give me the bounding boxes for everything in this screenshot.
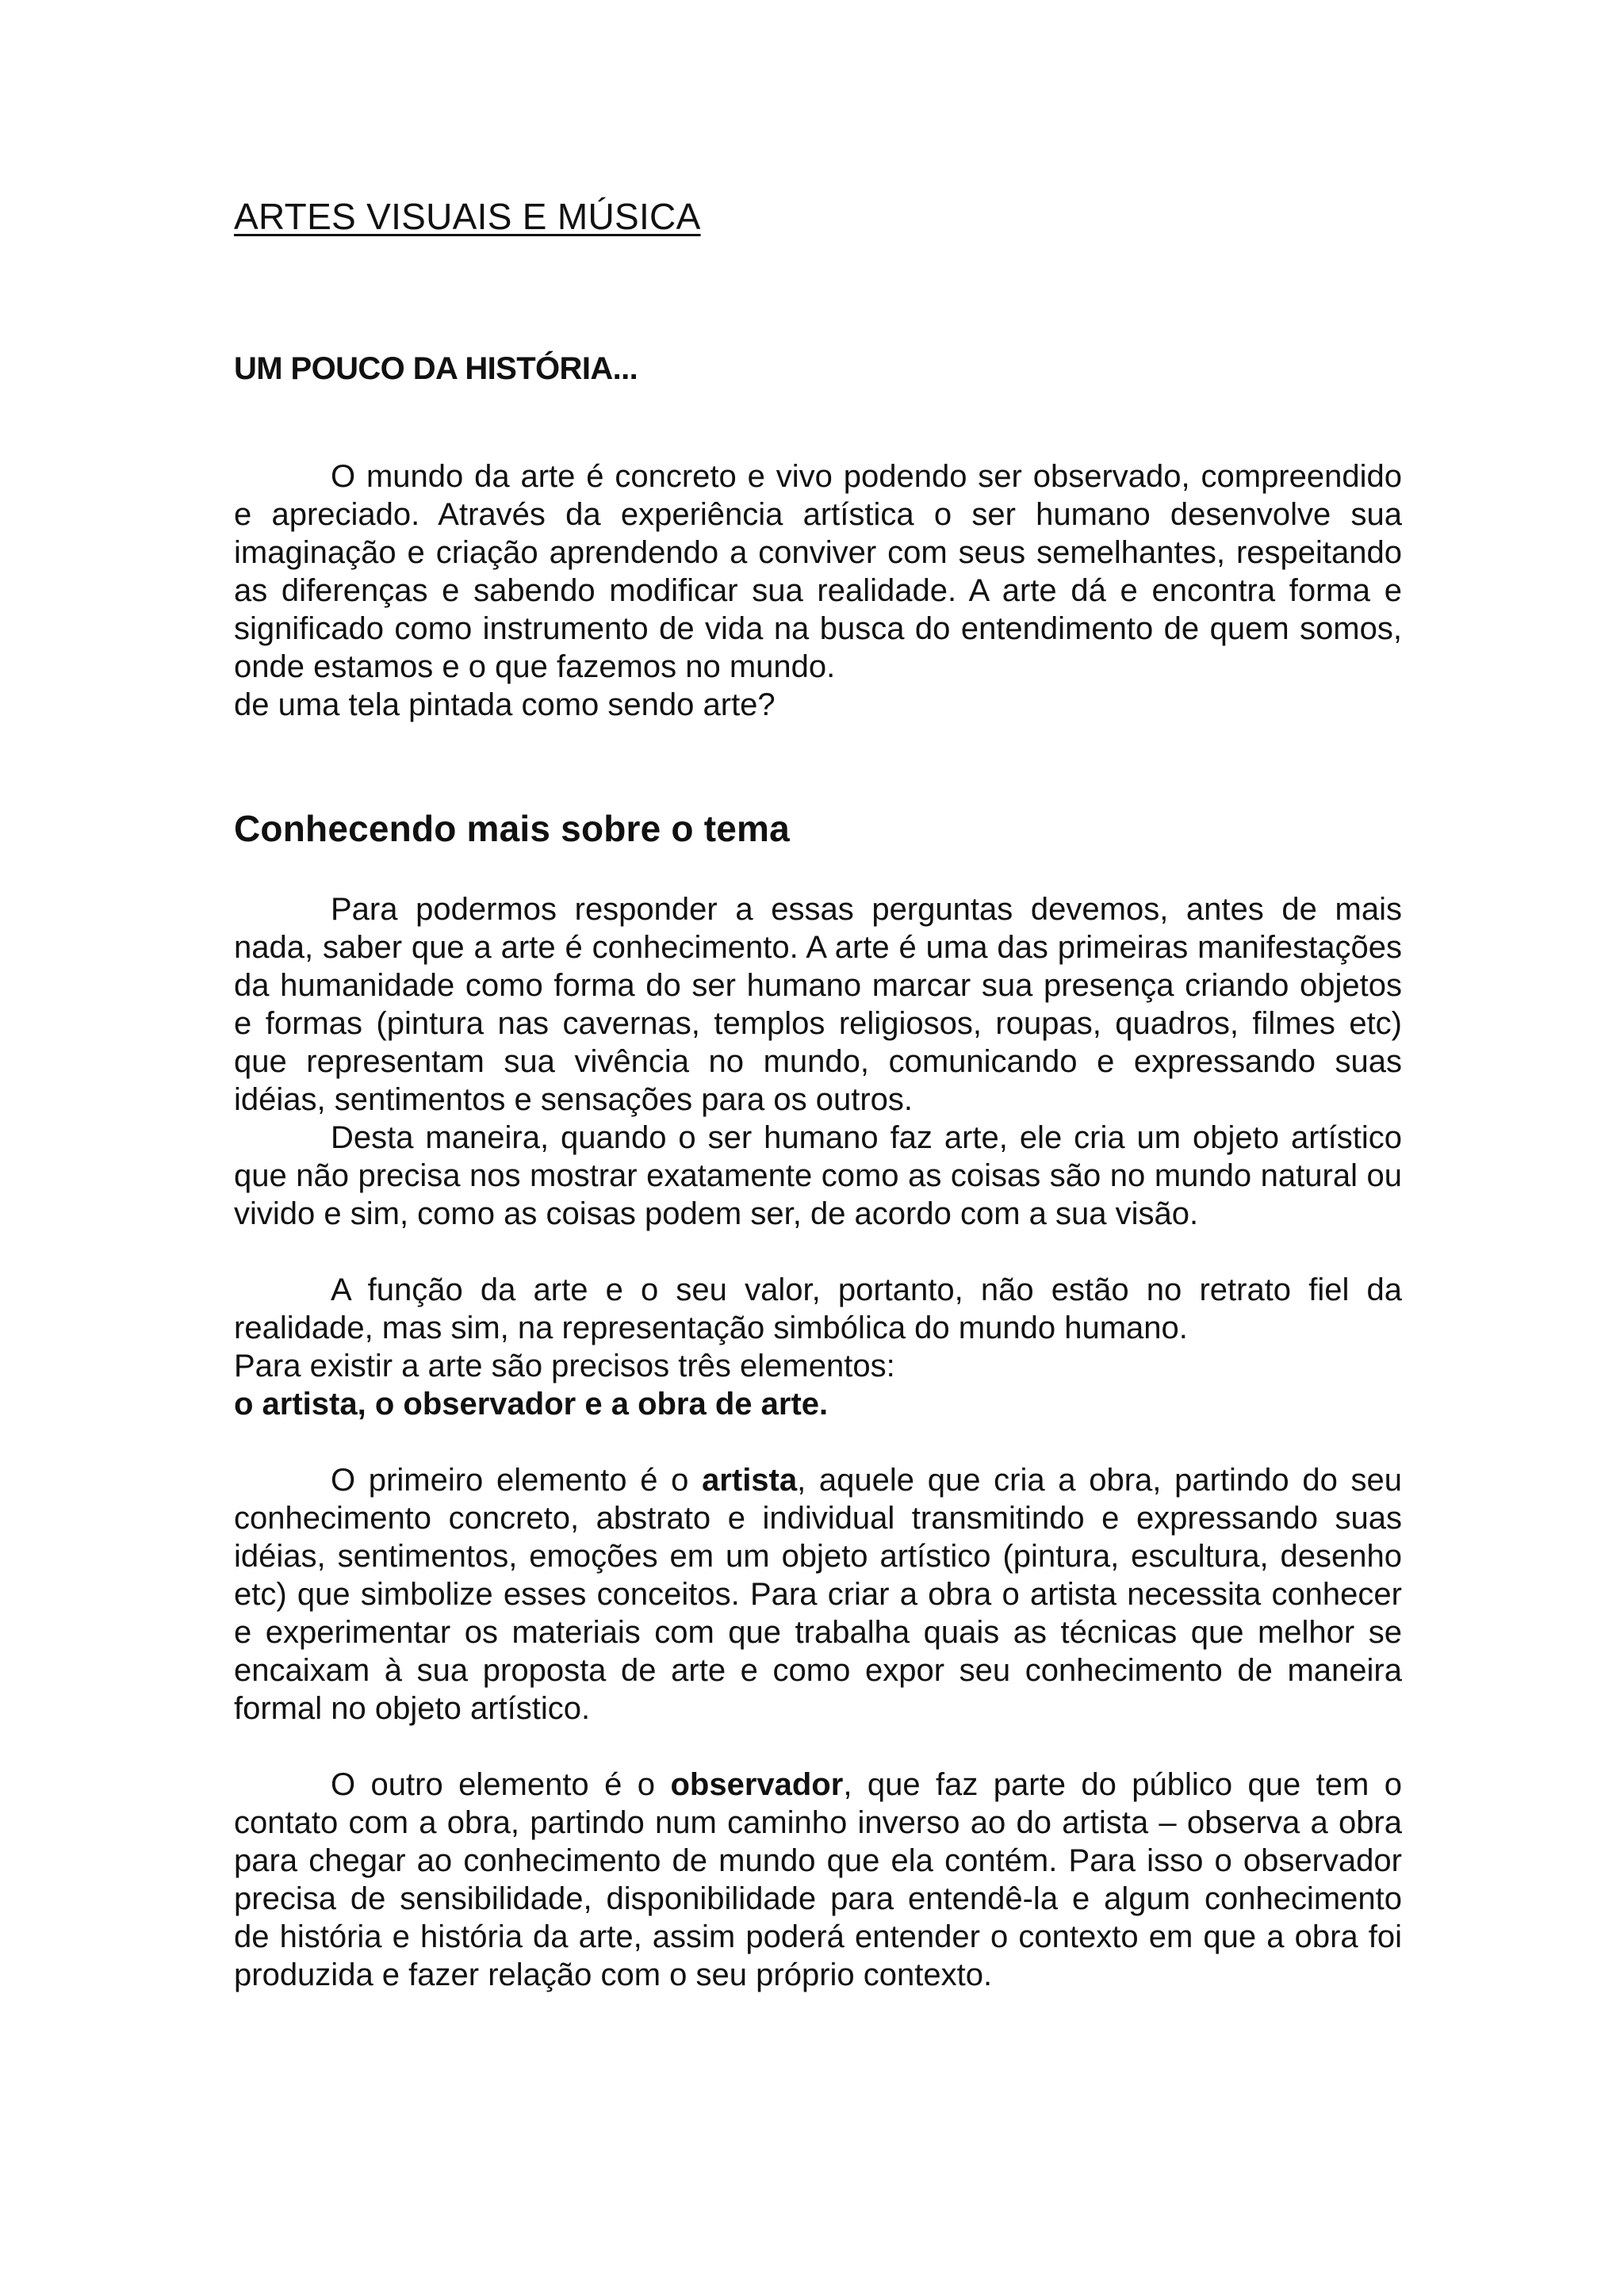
intro-trailing-line: de uma tela pintada como sendo arte? xyxy=(234,687,776,722)
section-paragraph-2: Desta maneira, quando o ser humano faz arte, ele cria um objeto artístico que não precisa nos mostrar exatamente como as coisas são no mundo natural ou vivido e sim, como as coisas podem ser, de acordo com a sua visão. xyxy=(234,1120,1402,1231)
paragraph-4-lead: O primeiro elemento é o xyxy=(331,1463,703,1498)
paragraph-5-lead: O outro elemento é o xyxy=(331,1767,671,1802)
paragraph-5-rest: , que faz parte do público que tem o contato com a obra, partindo num caminho inverso ao do artista – observa a obra para chegar ao conhecimento de mundo que ela contém. Para isso o observador precisa de sensibilidade, disponibilidade para entendê-la e algum conhecimento de história e história da arte, assim poderá entender o contexto em que a obra foi produzida e fazer relação com o seu próprio contexto. xyxy=(234,1767,1402,1992)
observador-bold: observador xyxy=(670,1767,844,1802)
section-paragraph-3-bold xyxy=(234,1385,1402,1423)
document-title: ARTES VISUAIS E MÚSICA xyxy=(234,196,701,237)
section-paragraph-4 xyxy=(234,1461,1402,1728)
document-body xyxy=(234,193,1402,1994)
section-paragraph-3-line2: Para existir a arte são precisos três elementos: xyxy=(234,1349,895,1383)
history-kicker: UM POUCO DA HISTÓRIA... xyxy=(234,351,638,386)
section-paragraph-5 xyxy=(234,1766,1402,1994)
intro-paragraph: O mundo da arte é concreto e vivo podendo ser observado, compreendido e apreciado. Através da experiência artística o ser humano desenvolve sua imaginação e criação aprendendo a conviver com seus semelhantes, respeitando as diferenças e sabendo modificar sua realidade. A arte dá e encontra forma e significado como instrumento de vida na busca do entendimento de quem somos, onde estamos e o que fazemos no mundo. xyxy=(234,459,1402,684)
section-paragraph-1: Para podermos responder a essas perguntas devemos, antes de mais nada, saber que a arte é conhecimento. A arte é uma das primeiras manifestações da humanidade como forma do ser humano marcar sua presença criando objetos e formas (pintura nas cavernas, templos religiosos, roupas, quadros, filmes etc) que representam sua vivência no mundo, comunicando e expressando suas idéias, sentimentos e sensações para os outros. xyxy=(234,892,1402,1117)
artista-bold: artista xyxy=(702,1463,798,1498)
section-heading: Conhecendo mais sobre o tema xyxy=(234,808,790,849)
three-elements-bold: o artista, o observador e a obra de arte. xyxy=(234,1387,829,1422)
paragraph-4-rest: , aquele que cria a obra, partindo do seu conhecimento concreto, abstrato e individual transmitindo e expressando suas idéias, sentimentos, emoções em um objeto artístico (pintura, escultura, desenho etc) que simbolize esses conceitos. Para criar a obra o artista necessita conhecer e experimentar os materiais com que trabalha quais as técnicas que melhor se encaixam à sua proposta de arte e como expor seu conhecimento de maneira formal no objeto artístico. xyxy=(234,1463,1402,1726)
section-paragraph-3: A função da arte e o seu valor, portanto, não estão no retrato fiel da realidade, mas sim, na representação simbólica do mundo humano. xyxy=(234,1272,1402,1345)
